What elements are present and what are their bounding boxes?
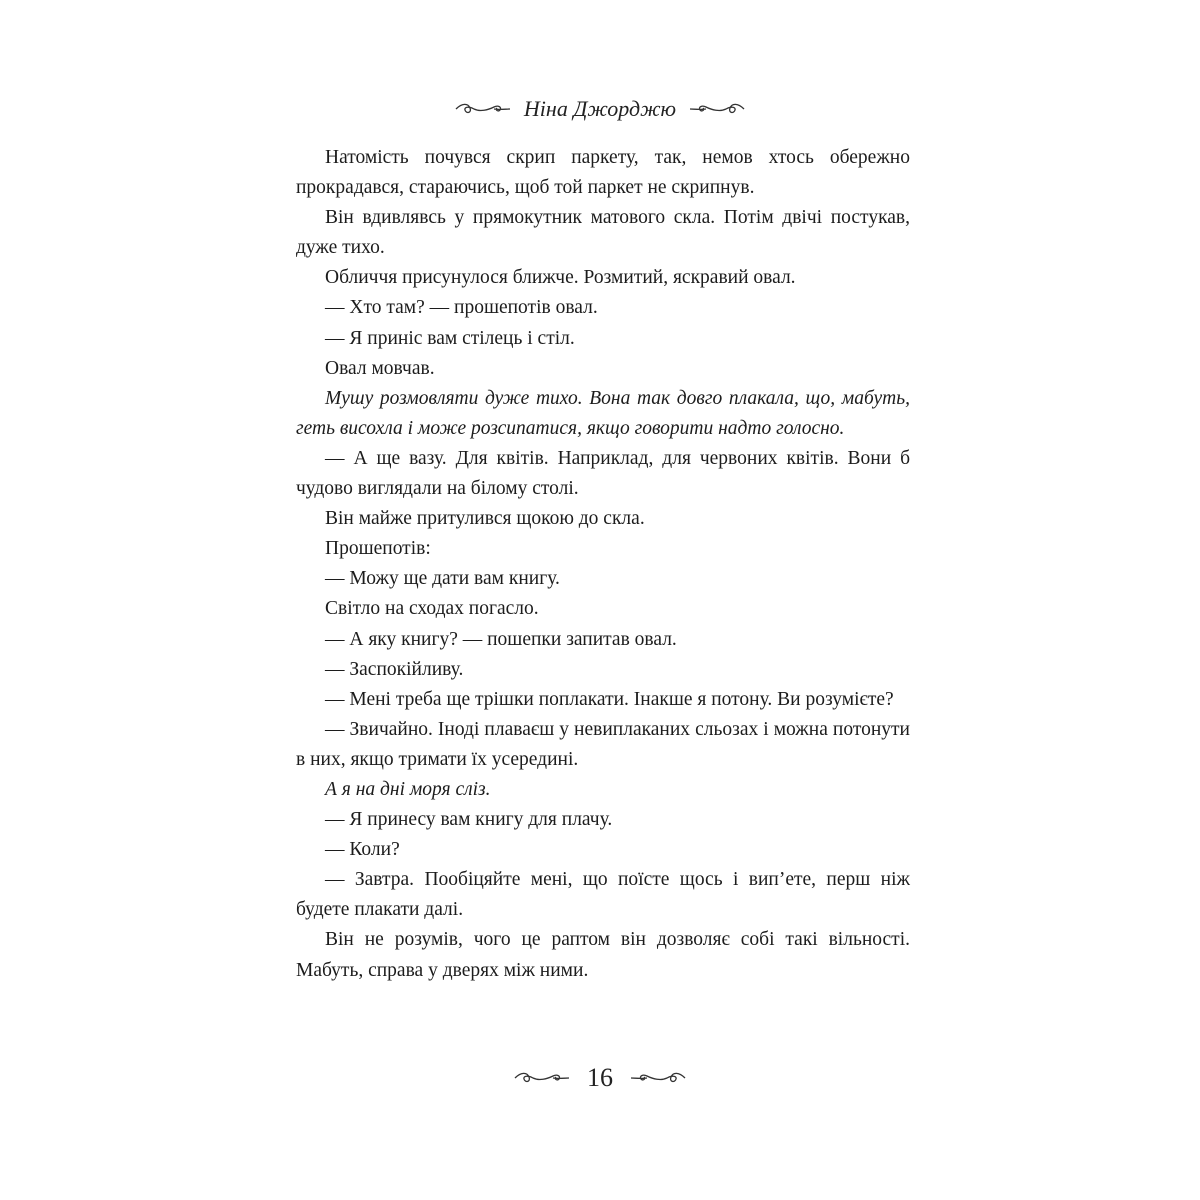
- paragraph: Прошепотів:: [325, 538, 431, 560]
- paragraph: Він не розумів, чого це раптом він дозволяє собі такі вільності. Мабуть, справа у дверях між ними.: [296, 929, 910, 981]
- flourish-right-icon: [688, 101, 746, 117]
- paragraph: Він майже притулився щокою до скла.: [325, 508, 645, 530]
- paragraph: — Мені треба ще трішки поплакати. Інакше я потону. Ви розумієте?: [325, 688, 894, 710]
- flourish-left-icon: [513, 1070, 571, 1086]
- paragraph: — Я принесу вам книгу для плачу.: [325, 809, 613, 831]
- paragraph: — Завтра. Пообіцяйте мені, що поїсте щось і вип’ете, перш ніж будете плакати далі.: [296, 869, 910, 921]
- paragraph: — Я приніс вам стілець і стіл.: [325, 327, 575, 349]
- flourish-left-icon: [454, 101, 512, 117]
- paragraph: — Можу ще дати вам книгу.: [325, 568, 560, 590]
- body-text: [296, 143, 910, 986]
- running-header-author: Ніна Джорджю: [523, 96, 677, 121]
- paragraph: Обличчя присунулося ближче. Розмитий, яскравий овал.: [325, 267, 796, 289]
- paragraph-italic: Мушу розмовляти дуже тихо. Вона так довго плакала, що, мабуть, геть висохла і може розсипатися, якщо говорити надто голосно.: [296, 387, 910, 439]
- paragraph: — А яку книгу? — пошепки запитав овал.: [325, 628, 677, 650]
- paragraph: Він вдивлявсь у прямокутник матового скла. Потім двічі постукав, дуже тихо.: [296, 207, 910, 259]
- paragraph: — А ще вазу. Для квітів. Наприклад, для червоних квітів. Вони б чудово виглядали на білому столі.: [296, 447, 910, 500]
- paragraph: — Хто там? — прошепотів овал.: [325, 297, 598, 319]
- paragraph: — Звичайно. Іноді плаваєш у невиплаканих сльозах і можна потонути в них, якщо тримати їх усередині.: [296, 718, 910, 770]
- page-footer: [0, 1063, 1200, 1093]
- page-number: 16: [587, 1063, 613, 1092]
- paragraph: Натомість почувся скрип паркету, так, немов хтось обережно прокрадався, стараючись, щоб той паркет не скрипнув.: [296, 147, 910, 199]
- paragraph: Світло на сходах погасло.: [325, 598, 539, 620]
- paragraph: — Заспокійливу.: [325, 658, 464, 680]
- running-header: [0, 96, 1200, 122]
- paragraph-italic: А я на дні моря сліз.: [325, 778, 491, 800]
- flourish-right-icon: [629, 1070, 687, 1086]
- paragraph: Овал мовчав.: [325, 357, 435, 379]
- paragraph: — Коли?: [325, 839, 400, 861]
